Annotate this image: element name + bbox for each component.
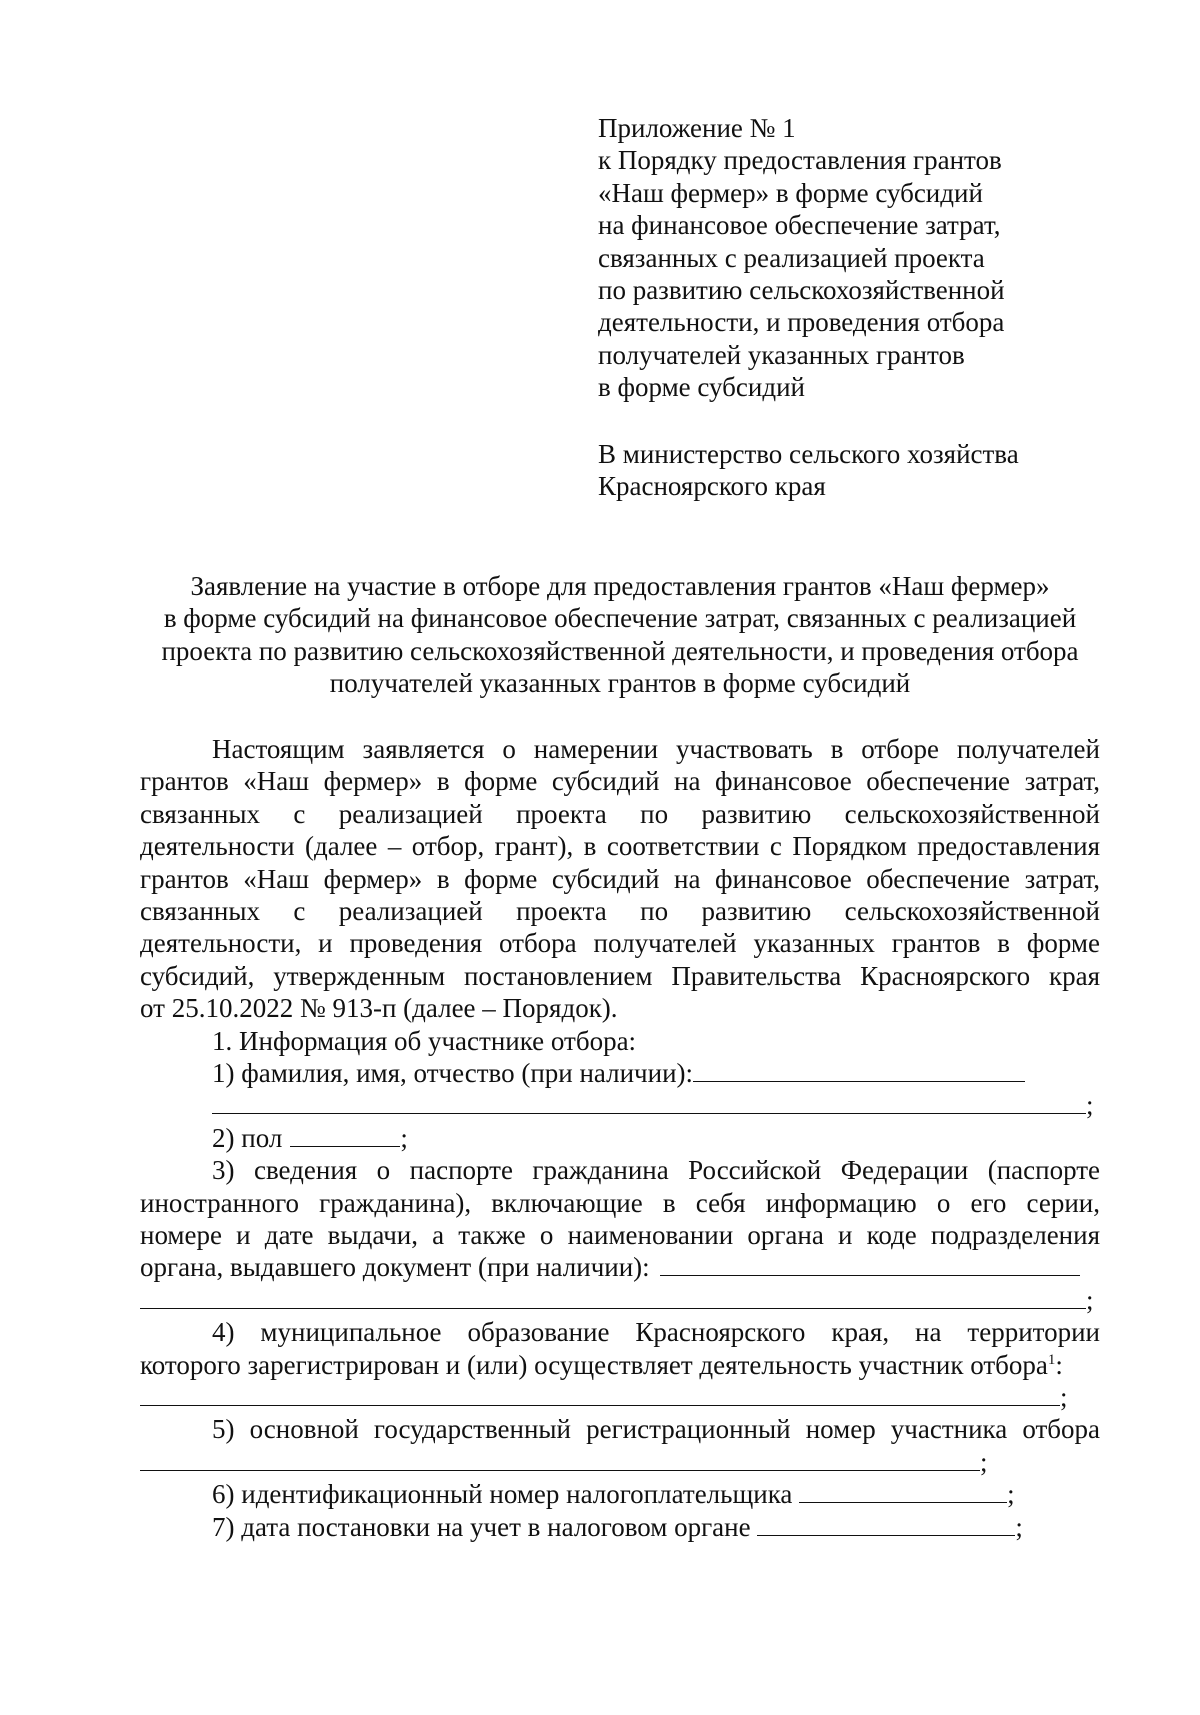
- field-passport-line: номере и дате выдачи, а также о наименовании органа и коде подразделения: [140, 1220, 1100, 1251]
- ogrn-blank[interactable]: [140, 1448, 980, 1471]
- full-name-blank[interactable]: [693, 1059, 1025, 1082]
- appendix-line: «Наш фермер» в форме субсидий: [598, 177, 983, 208]
- appendix-line: получателей указанных грантов: [598, 339, 965, 370]
- intro-line: Настоящим заявляется о намерении участвовать в отборе получателей: [212, 734, 1100, 764]
- semicolon: ;: [980, 1446, 988, 1477]
- colon: :: [1055, 1349, 1063, 1380]
- intro-line: связанных с реализацией проекта по развитию сельскохозяйственной: [140, 798, 1100, 829]
- appendix-line: на финансовое обеспечение затрат,: [598, 210, 1001, 241]
- appendix-line: Приложение № 1: [598, 113, 796, 143]
- passport-blank[interactable]: [660, 1253, 1080, 1276]
- appendix-header: [598, 112, 1158, 404]
- intro-last-line: от 25.10.2022 № 913-п (далее – Порядок).: [140, 993, 618, 1024]
- semicolon: ;: [1007, 1479, 1015, 1510]
- full-name-blank-line-2[interactable]: [212, 1091, 1086, 1114]
- intro-line: грантов «Наш фермер» в форме субсидий на финансовое обеспечение затрат,: [140, 766, 1100, 797]
- title-line: в форме субсидий на финансовое обеспечение затрат, связанных с реализацией: [163, 603, 1077, 634]
- field-passport-line: 3) сведения о паспорте гражданина Российской Федерации (паспорте: [212, 1155, 1100, 1186]
- field-municipality: [140, 1381, 1100, 1413]
- semicolon: ;: [400, 1122, 408, 1153]
- field-tax-registration-date-label: 7) дата постановки на учет в налоговом органе: [212, 1511, 751, 1542]
- intro-line: грантов «Наш фермер» в форме субсидий на финансовое обеспечение затрат,: [140, 863, 1100, 894]
- municipality-blank[interactable]: [140, 1383, 1060, 1406]
- document-body: [140, 733, 1100, 1543]
- field-passport-continued: [140, 1284, 1100, 1316]
- field-passport-label: органа, выдавшего документ (при наличии):: [140, 1252, 650, 1283]
- appendix-line: деятельности, и проведения отбора: [598, 307, 1005, 338]
- intro-line: связанных с реализацией проекта по развитию сельскохозяйственной: [140, 896, 1100, 927]
- field-ogrn: [140, 1446, 1100, 1478]
- appendix-line: в форме субсидий: [598, 372, 805, 403]
- document-title: [140, 570, 1100, 700]
- appendix-line: к Порядку предоставления грантов: [598, 145, 1002, 176]
- field-inn: [140, 1478, 1100, 1510]
- appendix-line: по развитию сельскохозяйственной: [598, 275, 1005, 306]
- title-line: проекта по развитию сельскохозяйственной деятельности, и проведения отбора: [161, 635, 1079, 666]
- field-ogrn-label: 5) основной государственный регистрационный номер участника отбора: [212, 1414, 1100, 1445]
- field-tax-registration-date: [140, 1511, 1100, 1543]
- semicolon: ;: [1086, 1284, 1094, 1315]
- field-full-name-continued: [140, 1089, 1100, 1121]
- section-1-heading: 1. Информация об участнике отбора:: [212, 1025, 637, 1056]
- inn-blank[interactable]: [799, 1480, 1007, 1503]
- gender-blank[interactable]: [290, 1124, 400, 1147]
- footnote-marker: 1: [1047, 1351, 1056, 1368]
- field-passport: [140, 1251, 1100, 1283]
- semicolon: ;: [1086, 1090, 1094, 1121]
- intro-line: деятельности (далее – отбор, грант), в соответствии с Порядком предоставления: [140, 831, 1100, 862]
- addressee: [598, 438, 1158, 503]
- semicolon: ;: [1060, 1382, 1068, 1413]
- field-passport-line: иностранного гражданина), включающие в себя информацию о его серии,: [140, 1187, 1100, 1218]
- addressee-line: Красноярского края: [598, 471, 826, 502]
- field-municipality-line-2: [140, 1349, 1100, 1381]
- field-municipality-label: которого зарегистрирован и (или) осуществляет деятельность участник отбора: [140, 1349, 1048, 1380]
- intro-line: деятельности, и проведения отбора получателей указанных грантов в форме: [140, 928, 1100, 959]
- tax-registration-date-blank[interactable]: [757, 1513, 1015, 1536]
- field-inn-label: 6) идентификационный номер налогоплательщика: [212, 1479, 793, 1510]
- title-line: Заявление на участие в отборе для предоставления грантов «Наш фермер»: [190, 571, 1050, 601]
- field-municipality-line: 4) муниципальное образование Красноярского края, на территории: [212, 1317, 1100, 1348]
- field-gender-label: 2) пол: [212, 1122, 283, 1153]
- addressee-line: В министерство сельского хозяйства: [598, 439, 1019, 469]
- field-full-name-label: 1) фамилия, имя, отчество (при наличии):: [212, 1058, 694, 1089]
- passport-blank-line-2[interactable]: [140, 1286, 1086, 1309]
- field-full-name: [140, 1057, 1100, 1089]
- intro-line: субсидий, утвержденным постановлением Правительства Красноярского края: [140, 960, 1100, 991]
- title-line: получателей указанных грантов в форме субсидий: [329, 668, 911, 699]
- field-gender: [140, 1122, 1100, 1154]
- appendix-line: связанных с реализацией проекта: [598, 242, 985, 273]
- semicolon: ;: [1015, 1511, 1023, 1542]
